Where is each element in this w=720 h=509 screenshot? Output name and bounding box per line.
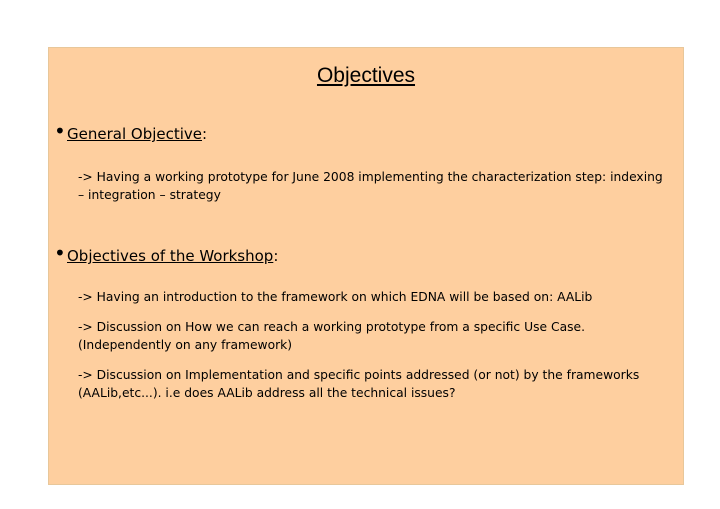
paragraph: -> Discussion on How we can reach a working prototype from a specific Use Case. (Independently on any framework) — [78, 320, 585, 352]
bullet-icon: • — [54, 241, 66, 265]
slide — [48, 47, 684, 485]
section-heading: Objectives of the Workshop — [67, 247, 274, 265]
heading-colon: : — [202, 125, 208, 143]
slide-title: Objectives — [316, 64, 416, 87]
section-general-objective — [54, 119, 208, 144]
bullet-icon: • — [54, 119, 66, 143]
section-workshop-objectives — [54, 241, 279, 266]
paragraph: -> Discussion on Implementation and specific points addressed (or not) by the frameworks (AALib,etc...). i.e does AALib address all the technical issues? — [78, 368, 640, 400]
section-heading: General Objective — [67, 125, 203, 143]
heading-colon: : — [273, 247, 279, 265]
paragraph: -> Having an introduction to the framework on which EDNA will be based on: AALib — [78, 290, 593, 304]
paragraph: -> Having a working prototype for June 2008 implementing the characterization step: indexing – integration – strategy — [78, 170, 663, 202]
